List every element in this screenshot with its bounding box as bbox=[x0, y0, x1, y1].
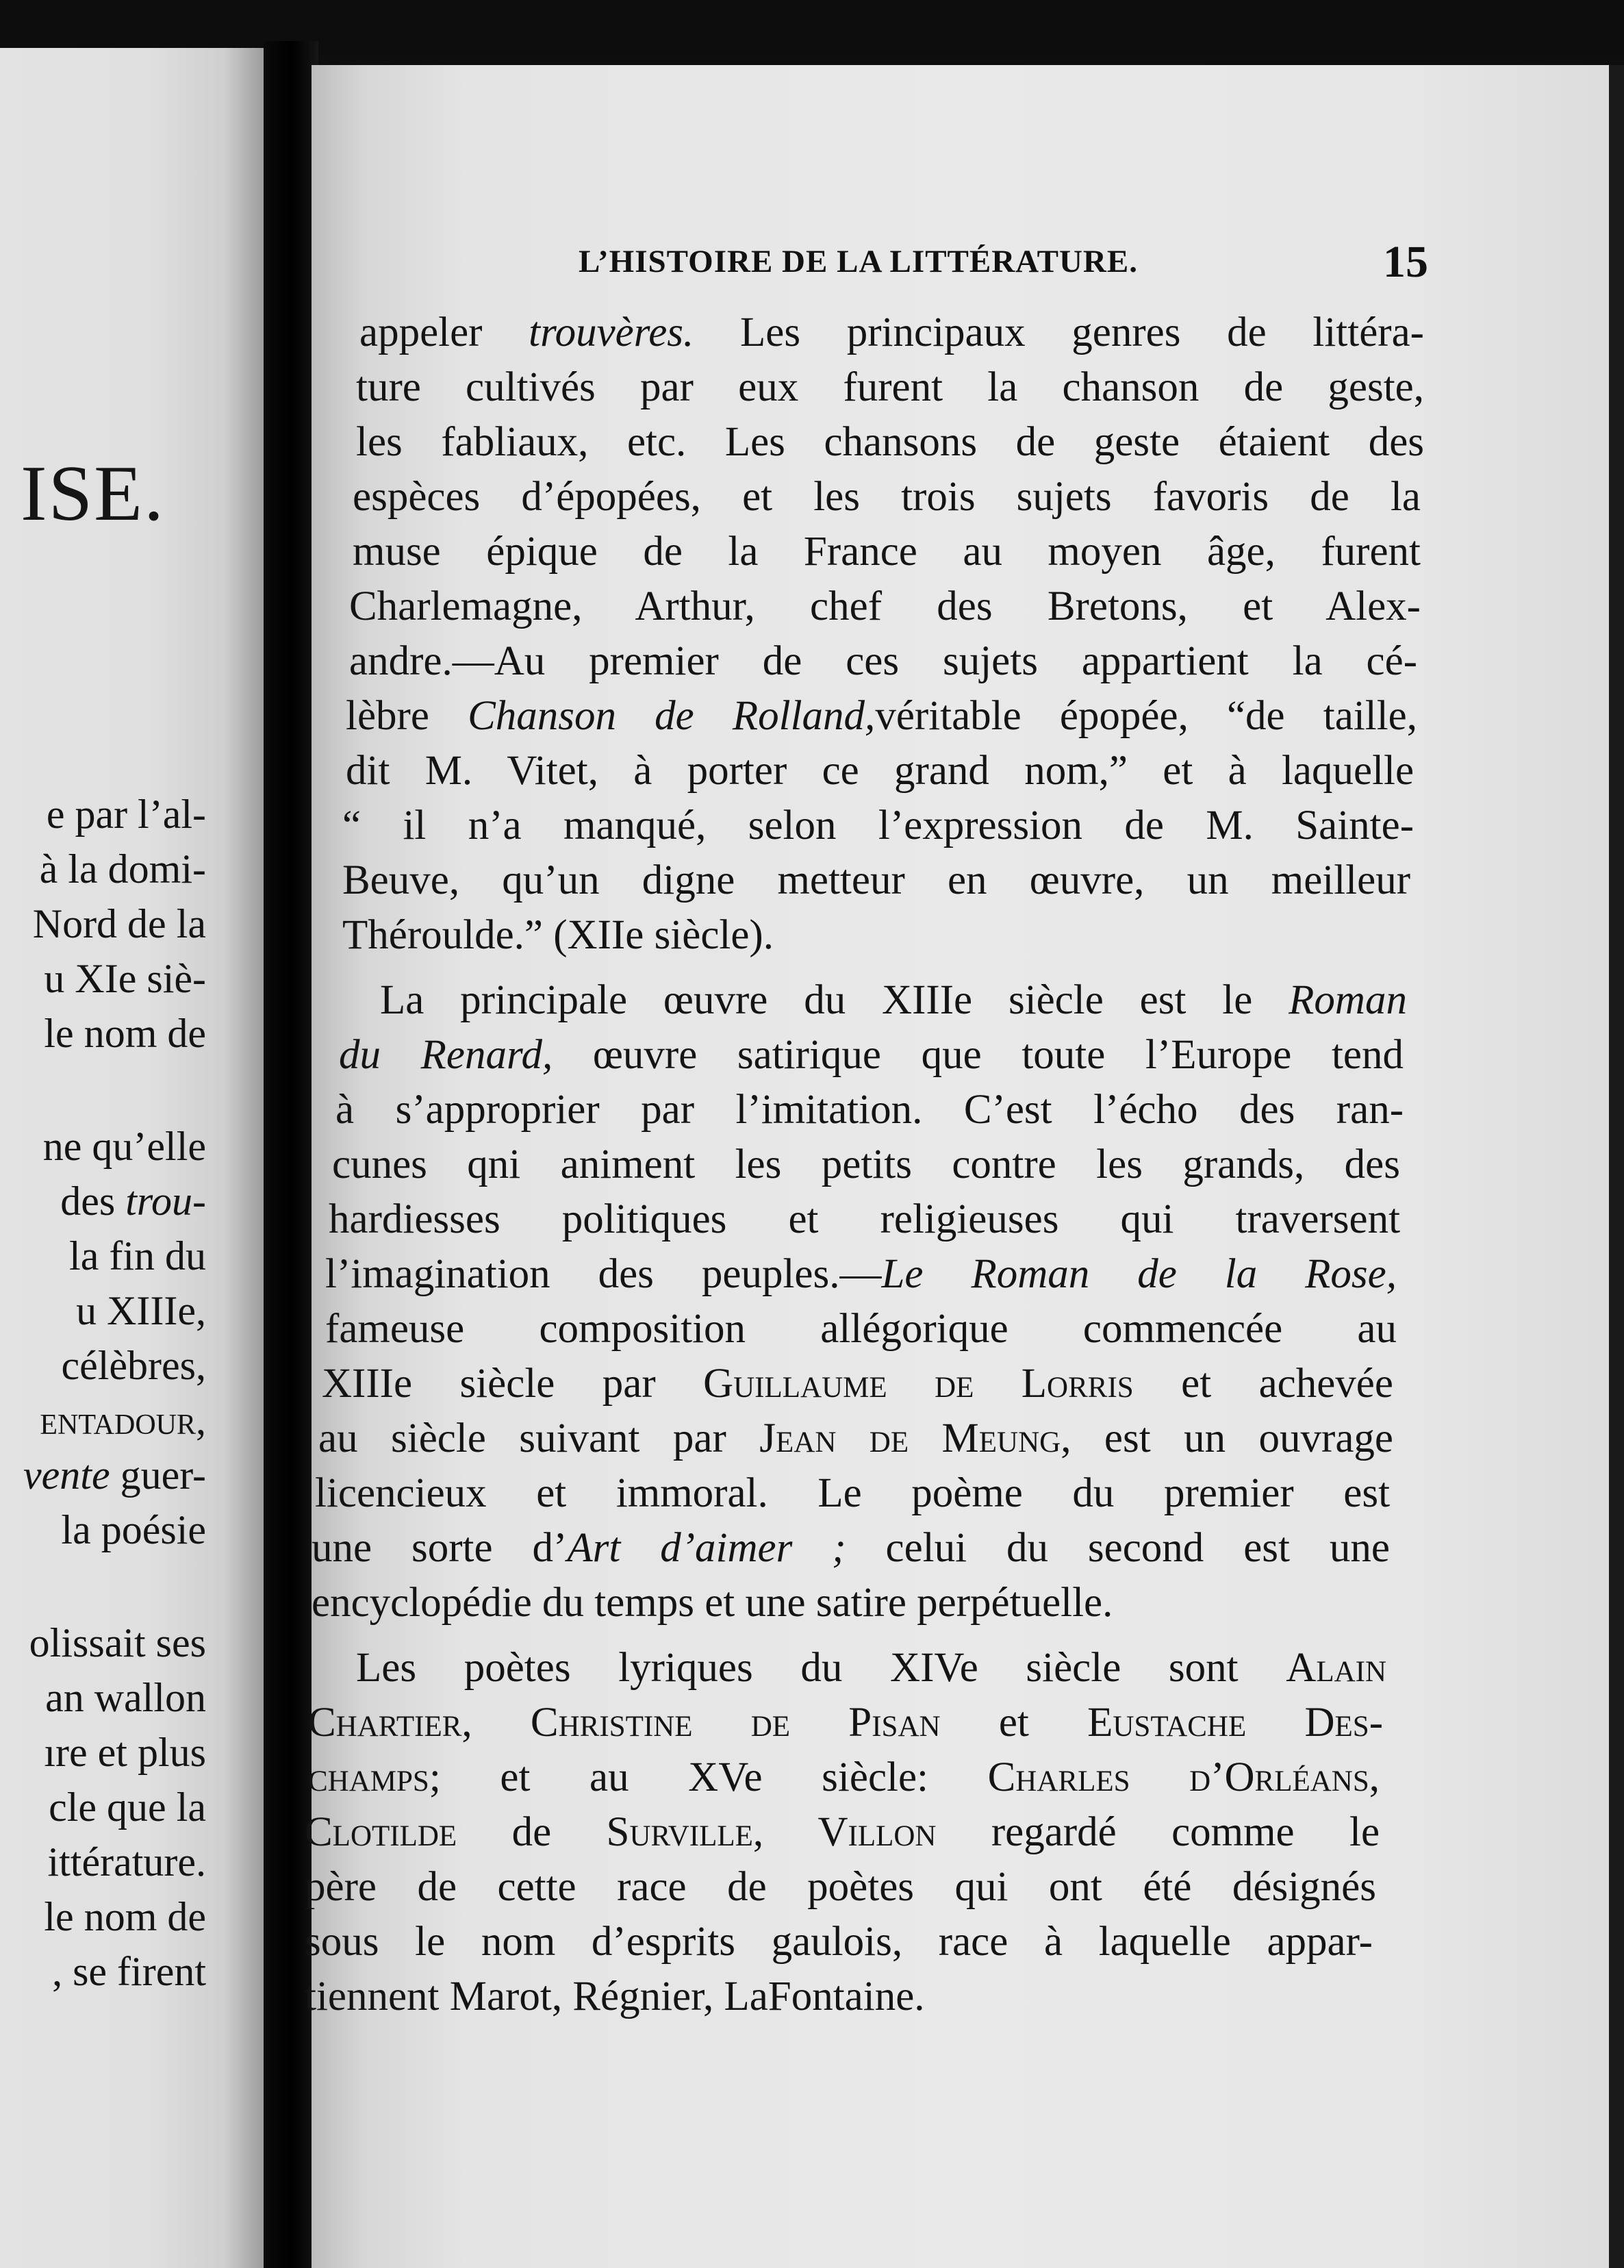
body-line: l’imagination des peuples.—Le Roman de la Rose, bbox=[325, 1251, 1397, 1297]
body-line: au siècle suivant par Jean de Meung, est un ouvrage bbox=[318, 1415, 1393, 1461]
facing-page-line: ıre et plus bbox=[44, 1730, 206, 1775]
body-line: à s’approprier par l’imitation. C’est l’écho des ran- bbox=[335, 1087, 1404, 1133]
facing-page-heading: ISE. bbox=[21, 450, 165, 538]
facing-page-line: Nord de la bbox=[32, 901, 206, 946]
facing-page-line: , se firent bbox=[52, 1949, 206, 1994]
facing-page-line: le nom de bbox=[44, 1894, 206, 1939]
facing-page-line: u XIIIe, bbox=[76, 1288, 206, 1333]
facing-page-line: olissait ses bbox=[29, 1620, 206, 1665]
body-line: appeler trouvères. Les principaux genres de littéra- bbox=[359, 310, 1424, 355]
body-line: Beuve, qu’un digne metteur en œuvre, un meilleur bbox=[342, 857, 1411, 903]
body-line: Charlemagne, Arthur, chef des Bretons, et Alex- bbox=[349, 583, 1421, 629]
body-line: père de cette race de poètes qui ont été désignés bbox=[305, 1864, 1376, 1910]
body-line: muse épique de la France au moyen âge, furent bbox=[353, 529, 1421, 575]
body-line: Clotilde de Surville, Villon regardé comme le bbox=[305, 1809, 1380, 1855]
facing-page-line: vente guer- bbox=[23, 1452, 206, 1498]
facing-page-line: la poésie bbox=[61, 1507, 206, 1552]
page-number: 15 bbox=[1383, 237, 1428, 287]
body-line: tiennent Marot, Régnier, LaFontaine. bbox=[305, 1974, 925, 2019]
body-line: champs; et au XVe siècle: Charles d’Orléans, bbox=[308, 1754, 1380, 1800]
body-line: Les poètes lyriques du XIVe siècle sont Alain bbox=[356, 1645, 1387, 1691]
body-line: ture cultivés par eux furent la chanson de geste, bbox=[356, 364, 1425, 410]
facing-page-line: célèbres, bbox=[61, 1343, 206, 1388]
body-line: “ il n’a manqué, selon l’expression de M. Sainte- bbox=[342, 803, 1414, 848]
body-line: La principale œuvre du XIIIe siècle est le Roman bbox=[380, 977, 1407, 1023]
facing-page-line: ittérature. bbox=[47, 1839, 206, 1885]
body-line: Chartier, Christine de Pisan et Eustache Des- bbox=[308, 1700, 1384, 1746]
facing-page-line: cle que la bbox=[49, 1785, 206, 1830]
body-line: espèces d’épopées, et les trois sujets favoris de la bbox=[353, 474, 1421, 520]
body-line: du Renard, œuvre satirique que toute l’Europe tend bbox=[339, 1032, 1404, 1078]
facing-page-line: des trou- bbox=[60, 1179, 206, 1224]
facing-page-line: e par l’al- bbox=[46, 792, 206, 837]
facing-page-line: la fin du bbox=[69, 1233, 206, 1278]
body-line: cunes qni animent les petits contre les grands, des bbox=[332, 1142, 1400, 1187]
body-line: Théroulde.” (XIIe siècle). bbox=[342, 912, 774, 958]
body-line: lèbre Chanson de Rolland,véritable épopée, “de taille, bbox=[346, 693, 1417, 739]
body-line: fameuse composition allégorique commencée au bbox=[325, 1306, 1397, 1352]
body-line: andre.—Au premier de ces sujets appartient la cé- bbox=[349, 638, 1418, 684]
body-line: les fabliaux, etc. Les chansons de geste étaient des bbox=[356, 419, 1425, 465]
body-line: XIIIe siècle par Guillaume de Lorris et achevée bbox=[322, 1361, 1393, 1407]
facing-page-line: ne qu’elle bbox=[42, 1124, 206, 1169]
facing-page-line: à la domi- bbox=[39, 846, 206, 892]
facing-page-line: an wallon bbox=[45, 1675, 206, 1720]
running-head: L’HISTOIRE DE LA LITTÉRATURE. bbox=[579, 244, 1138, 279]
facing-page-line: le nom de bbox=[44, 1011, 206, 1056]
facing-page-line: u XIe siè- bbox=[44, 956, 206, 1001]
facing-page-line: entadour, bbox=[40, 1398, 206, 1443]
body-line: une sorte d’Art d’aimer ; celui du second est une bbox=[312, 1525, 1390, 1571]
body-line: licencieux et immoral. Le poème du premier est bbox=[315, 1470, 1391, 1516]
body-line: encyclopédie du temps et une satire perpétuelle. bbox=[312, 1580, 1113, 1626]
body-line: dit M. Vitet, à porter ce grand nom,” et à laquelle bbox=[346, 748, 1414, 794]
body-line: hardiesses politiques et religieuses qui traversent bbox=[329, 1196, 1401, 1242]
body-line: sous le nom d’esprits gaulois, race à laquelle appar- bbox=[305, 1919, 1373, 1965]
